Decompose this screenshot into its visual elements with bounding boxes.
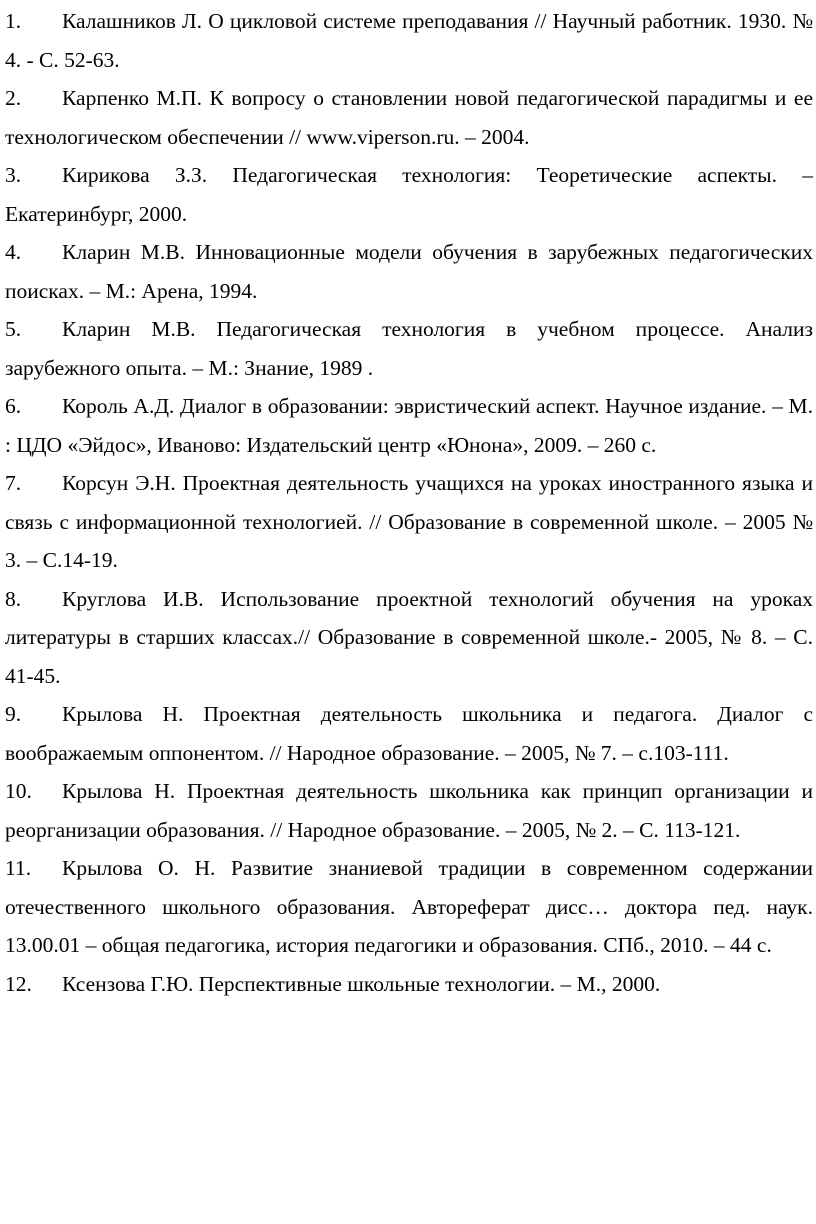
reference-item [5, 772, 813, 849]
reference-text: Кларин М.В. Педагогическая технология в учебном процессе. Анализ зарубежного опыта. – М.: Знание, 1989 . [5, 317, 813, 380]
reference-number: 4. [5, 240, 22, 264]
reference-number: 6. [5, 394, 22, 418]
reference-number: 10. [5, 779, 32, 803]
reference-item [5, 387, 813, 464]
reference-item [5, 464, 813, 580]
reference-number: 7. [5, 471, 22, 495]
reference-number: 8. [5, 586, 22, 611]
reference-item [5, 2, 813, 79]
reference-text: Кирикова З.З. Педагогическая технология: Теоретические аспекты. – Екатеринбург, 2000. [5, 163, 813, 226]
reference-text: Карпенко М.П. К вопросу о становлении новой педагогической парадигмы и ее технологическом обеспечении // www.viperson.ru. – 2004. [5, 86, 813, 149]
reference-text: Круглова И.В. Использование проектной технологий обучения на уроках литературы в старших классах.// Образование в современной школе.- 2005, № 8. – С. 41-45. [5, 586, 813, 688]
reference-item [5, 849, 813, 965]
reference-item [5, 156, 813, 233]
reference-list [5, 2, 813, 1003]
reference-item [5, 695, 813, 772]
reference-text: Крылова Н. Проектная деятельность школьника как принцип организации и реорганизации образования. // Народное образование. – 2005, № 2. – С. 113-121. [5, 779, 813, 842]
reference-item [5, 233, 813, 310]
reference-text: Кларин М.В. Инновационные модели обучения в зарубежных педагогических поисках. – М.: Арена, 1994. [5, 240, 813, 303]
reference-number: 1. [5, 9, 22, 33]
reference-text: Король А.Д. Диалог в образовании: эвристический аспект. Научное издание. – М. : ЦДО «Эйдос», Иваново: Издательский центр «Юнона», 2009. – 260 с. [5, 394, 813, 457]
reference-text: Корсун Э.Н. Проектная деятельность учащихся на уроках иностранного языка и связь с информационной технологией. // Образование в современной школе. – 2005 № 3. – С.14-19. [5, 471, 813, 572]
reference-item [5, 310, 813, 387]
reference-number: 12. [5, 971, 32, 996]
reference-text: Ксензова Г.Ю. Перспективные школьные технологии. – М., 2000. [62, 971, 661, 996]
reference-item [5, 79, 813, 156]
reference-number: 9. [5, 702, 22, 726]
reference-number: 5. [5, 317, 22, 341]
reference-text: Крылова О. Н. Развитие знаниевой традиции в современном содержании отечественного школьного образования. Автореферат дисс… доктора пед. наук. 13.00.01 – общая педагогика, история педагогики и образования. СПб., 2010. – 44 с. [5, 856, 813, 957]
reference-number: 2. [5, 86, 22, 110]
reference-item [5, 965, 813, 1004]
reference-text: Калашников Л. О цикловой системе преподавания // Научный работник. 1930. № 4. - С. 52-63. [5, 9, 813, 72]
reference-text: Крылова Н. Проектная деятельность школьника и педагога. Диалог с воображаемым оппонентом. // Народное образование. – 2005, № 7. – с.103-111. [5, 702, 813, 765]
reference-number: 3. [5, 163, 22, 187]
reference-item [5, 580, 813, 696]
reference-number: 11. [5, 856, 32, 880]
